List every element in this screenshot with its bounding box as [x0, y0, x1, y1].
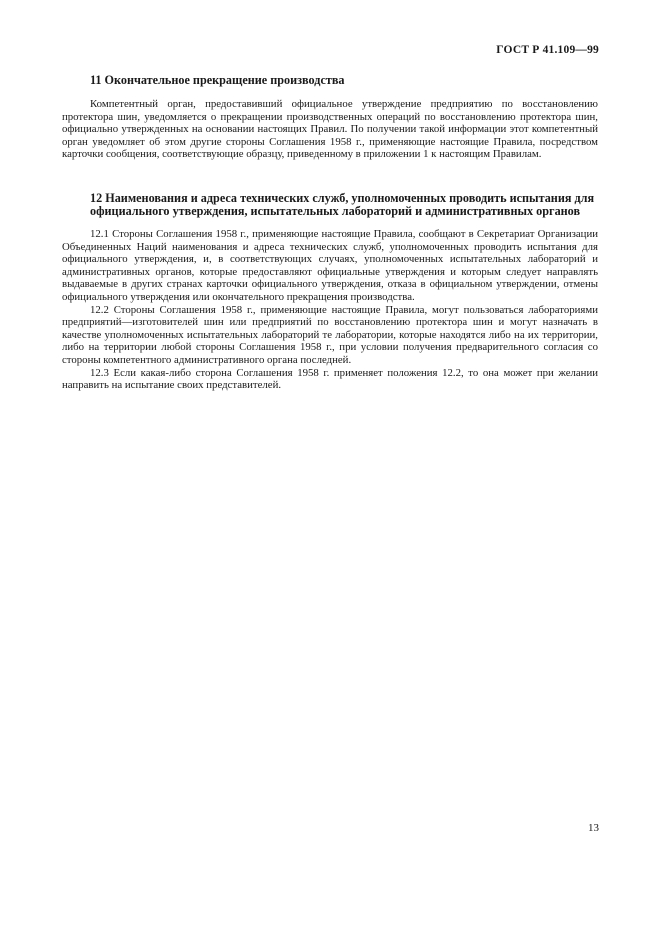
paragraph-12-1: 12.1 Стороны Соглашения 1958 г., применяющие настоящие Правила, сообщают в Секретариат Организации Объединенных Наций наименования и адреса технических служб, уполномоченных проводить испытания для официального утверждения, и, в соответствующих случаях, уполномоченных испытательных лабораторий и административных органов, которые предоставляют официальные утверждения и которым следует направлять выдаваемые в других странах карточки официального утверждения, отказа в официальном утверждении, отмены официального утверждения или окончательного прекращения производства.: [62, 227, 598, 303]
paragraph-12-3: 12.3 Если какая-либо сторона Соглашения 1958 г. применяет положения 12.2, то она может при желании направить на испытание своих представителей.: [62, 366, 598, 392]
document-code: ГОСТ Р 41.109—99: [496, 44, 599, 56]
page-content: [62, 74, 598, 392]
section-11-paragraph: Компетентный орган, предоставивший официальное утверждение предприятию по восстановлению протектора шин, уведомляется о прекращении производственных операций по восстановлению протектора шин, официально утвержденных на основании настоящих Правил. По получении такой информации этот компетентный орган уведомляет об этом другие стороны Соглашения 1958 г., применяющие настоящие Правила, посредством карточки сообщения, соответствующие образцу, приведенному в приложении 1 к настоящим Правилам.: [62, 98, 598, 161]
section-12-title: 12 Наименования и адреса технических служб, уполномоченных проводить испытания для официального утверждения, испытательных лабораторий и административных органов: [90, 190, 595, 218]
paragraph-12-2: 12.2 Стороны Соглашения 1958 г., применяющие настоящие Правила, могут пользоваться лабораториями предприятий—изготовителей шин или предприятий по восстановлению протектора шин и могут назначать в качестве уполномоченных испытательных лабораторий те лаборатории, которые находятся либо на их территории, либо на территории любой стороны Соглашения 1958 г., при условии получения предварительного согласия со стороны компетентного административного органа последней.: [62, 303, 598, 366]
page-number: 13: [588, 822, 599, 834]
section-11: [62, 74, 598, 161]
section-11-title: 11 Окончательное прекращение производства: [90, 73, 345, 87]
section-12: [62, 192, 598, 392]
